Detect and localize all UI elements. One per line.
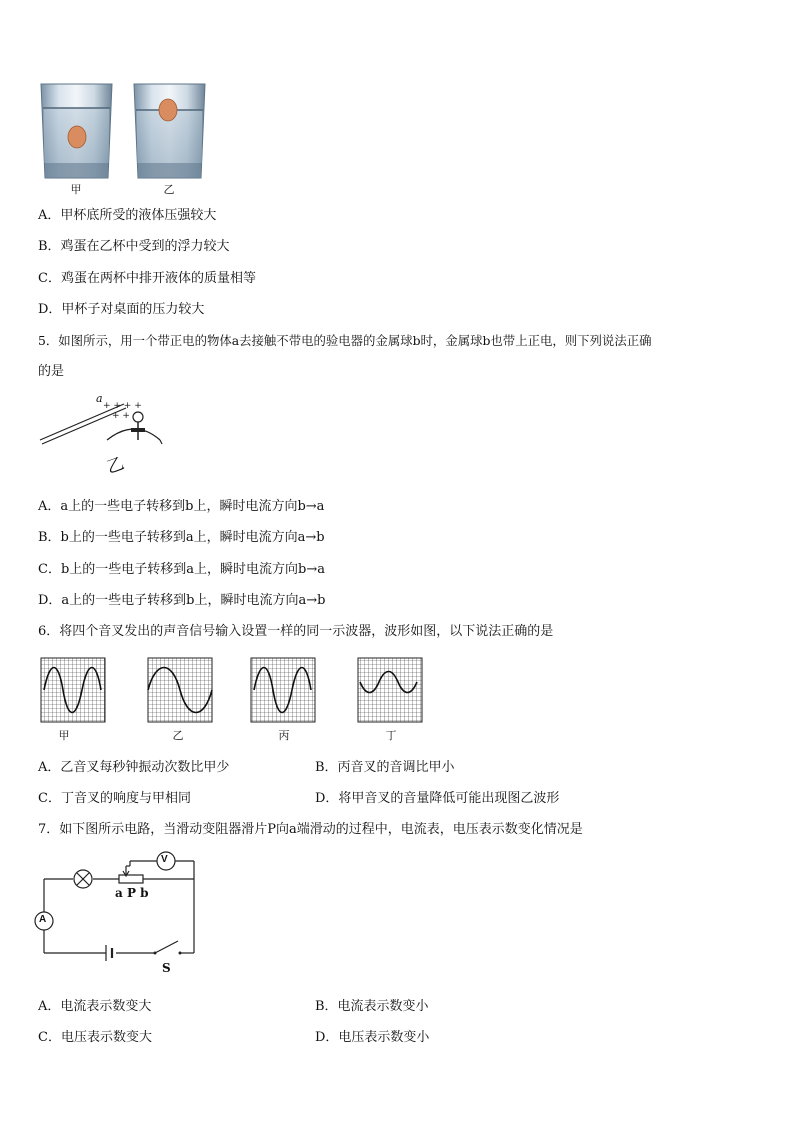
q6-option-b: B．丙音叉的音调比甲小 xyxy=(315,760,455,775)
q6-stem: 6．将四个音叉发出的声音信号输入设置一样的同一示波器，波形如图，以下说法正确的是 xyxy=(38,624,554,639)
q4-option-b: B．鸡蛋在乙杯中受到的浮力较大 xyxy=(38,239,230,254)
q7-stem: 7．如下图所示电路，当滑动变阻器滑片P向a端滑动的过程中，电流表，电压表示数变化情况是 xyxy=(38,822,583,837)
wave-label-ding: 丁 xyxy=(385,729,397,742)
glass-label-jia: 甲 xyxy=(70,183,82,196)
q5-option-a: A．a上的一些电子转移到b上，瞬时电流方向b→a xyxy=(38,499,325,514)
wave-label-jia: 甲 xyxy=(58,729,70,742)
ammeter-label: A xyxy=(39,914,47,925)
wave-label-yi: 乙 xyxy=(172,729,184,742)
q7-option-d: D．电压表示数变小 xyxy=(315,1030,430,1045)
glass-label-yi: 乙 xyxy=(163,183,175,196)
switch-label: S xyxy=(162,961,171,975)
rod-label-a: a xyxy=(96,392,103,405)
q4-option-c: C．鸡蛋在两杯中排开液体的质量相等 xyxy=(38,271,256,286)
svg-text:+ + + +: + + + + xyxy=(103,401,142,411)
svg-text:+ +: + + xyxy=(112,411,130,421)
q6-option-d: D．将甲音叉的音量降低可能出现图乙波形 xyxy=(315,791,560,806)
q5-stem-line2: 的是 xyxy=(38,364,65,379)
wave-label-bing: 丙 xyxy=(278,729,290,742)
rheostat-icon xyxy=(119,866,143,883)
lamp-icon xyxy=(74,870,92,888)
q5-stem-line1: 5．如图所示，用一个带正电的物体a去接触不带电的验电器的金属球b时，金属球b也带上正电，则下列说法正确 xyxy=(38,333,652,348)
q6-option-a: A．乙音叉每秒钟振动次数比甲少 xyxy=(38,760,230,775)
switch-icon xyxy=(154,941,182,955)
q5-option-b: B．b上的一些电子转移到a上，瞬时电流方向a→b xyxy=(38,530,325,545)
q7-option-c: C．电压表示数变大 xyxy=(38,1030,152,1045)
q5-option-d: D．a上的一些电子转移到b上，瞬时电流方向a→b xyxy=(38,593,326,608)
battery-icon xyxy=(106,945,112,961)
q5-option-c: C．b上的一些电子转移到a上，瞬时电流方向b→a xyxy=(38,562,325,577)
q4-option-a: A．甲杯底所受的液体压强较大 xyxy=(38,208,217,223)
q7-option-b: B．电流表示数变小 xyxy=(315,999,429,1014)
q4-option-d: D．甲杯子对桌面的压力较大 xyxy=(38,302,205,317)
electroscope-label-yi: 乙 xyxy=(104,453,127,479)
rheostat-labels: a P b xyxy=(115,886,149,900)
q6-option-c: C．丁音叉的响度与甲相同 xyxy=(38,791,191,806)
q7-option-a: A．电流表示数变大 xyxy=(38,999,152,1014)
voltmeter-label: V xyxy=(161,854,168,865)
